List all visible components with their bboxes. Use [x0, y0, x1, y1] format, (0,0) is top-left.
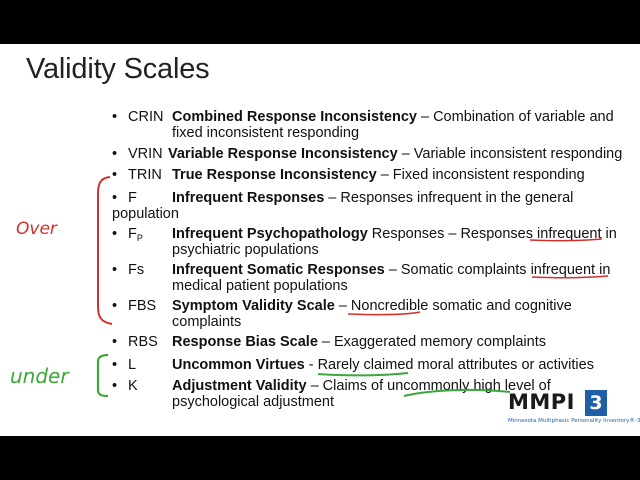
annotation-over: Over: [16, 219, 57, 239]
logo-subtitle: Minnesota Multiphasic Personality Inventory®-3: [508, 418, 640, 424]
over-bracket: [98, 177, 112, 324]
scale-desc-cont: psychiatric populations: [172, 242, 319, 258]
scale-abbr: K: [128, 378, 138, 394]
underline-noncredible: [348, 312, 420, 315]
bullet: •: [112, 262, 118, 278]
bullet: •: [112, 298, 118, 314]
scale-abbr: CRIN: [128, 109, 164, 125]
scale-name: Variable Response Inconsistency: [168, 146, 398, 162]
logo-text: MMPI: [508, 390, 575, 414]
bullet: •: [112, 167, 118, 183]
scale-name: Uncommon Virtues: [172, 357, 305, 373]
scale-desc: - Rarely claimed moral attributes or activities: [304, 357, 594, 373]
scale-abbr: FBS: [128, 298, 157, 314]
scale-name: Symptom Validity Scale: [172, 298, 335, 314]
bullet: •: [112, 334, 118, 350]
scale-abbr-sub: P: [136, 233, 143, 243]
scale-abbr: TRIN: [128, 167, 162, 183]
bullet: •: [112, 378, 118, 394]
bullet: •: [112, 357, 118, 373]
scale-abbr: RBS: [128, 334, 158, 350]
bullet: •: [112, 190, 118, 206]
logo-number: 3: [585, 390, 607, 416]
scale-name: Infrequent Responses: [172, 190, 325, 206]
slide-title: Validity Scales: [26, 53, 210, 85]
bullet: •: [112, 146, 118, 162]
scale-abbr: VRIN: [128, 146, 163, 162]
scale-desc-cont: medical patient populations: [172, 278, 348, 294]
scale-desc: – Variable inconsistent responding: [397, 146, 623, 162]
scale-name: Infrequent Somatic Responses: [172, 262, 385, 278]
scale-abbr-main: F: [128, 226, 137, 242]
underline-uncommonly-high: [404, 390, 510, 396]
scale-abbr: F: [128, 190, 137, 206]
annotation-under: under: [10, 364, 69, 388]
bullet: •: [112, 226, 118, 242]
slide: [0, 44, 640, 436]
scale-desc: – Noncredible somatic and cognitive: [334, 298, 572, 314]
scale-desc-cont: population: [112, 206, 179, 222]
scale-name: True Response Inconsistency: [172, 167, 377, 183]
scale-desc: – Fixed inconsistent responding: [376, 167, 585, 183]
scale-name: Infrequent Psychopathology: [172, 226, 368, 242]
scale-desc-cont: fixed inconsistent responding: [172, 125, 360, 141]
mmpi3-logo: [508, 390, 640, 430]
scale-desc: – Responses infrequent in the general: [324, 190, 574, 206]
under-bracket: [98, 355, 108, 396]
scale-name: Adjustment Validity: [172, 378, 307, 394]
scale-desc-cont: psychological adjustment: [172, 394, 335, 410]
scale-desc: – Combination of variable and: [416, 109, 614, 125]
scale-desc-cont: complaints: [172, 314, 242, 330]
underline-infrequent-1: [530, 239, 602, 241]
scale-desc: Responses – Responses infrequent in: [367, 226, 617, 242]
scale-desc: – Somatic complaints infrequent in: [384, 262, 611, 278]
ink-annotations: [0, 44, 640, 436]
scale-desc: – Exaggerated memory complaints: [317, 334, 546, 350]
scale-name: Combined Response Inconsistency: [172, 109, 417, 125]
scale-name: Response Bias Scale: [172, 334, 318, 350]
scale-abbr: L: [128, 357, 137, 373]
scale-abbr: Fs: [128, 262, 145, 278]
bullet: •: [112, 109, 118, 125]
scale-desc: – Claims of uncommonly high level of: [306, 378, 551, 394]
underline-infrequent-2: [532, 276, 608, 278]
underline-rarely-claimed: [318, 373, 408, 375]
